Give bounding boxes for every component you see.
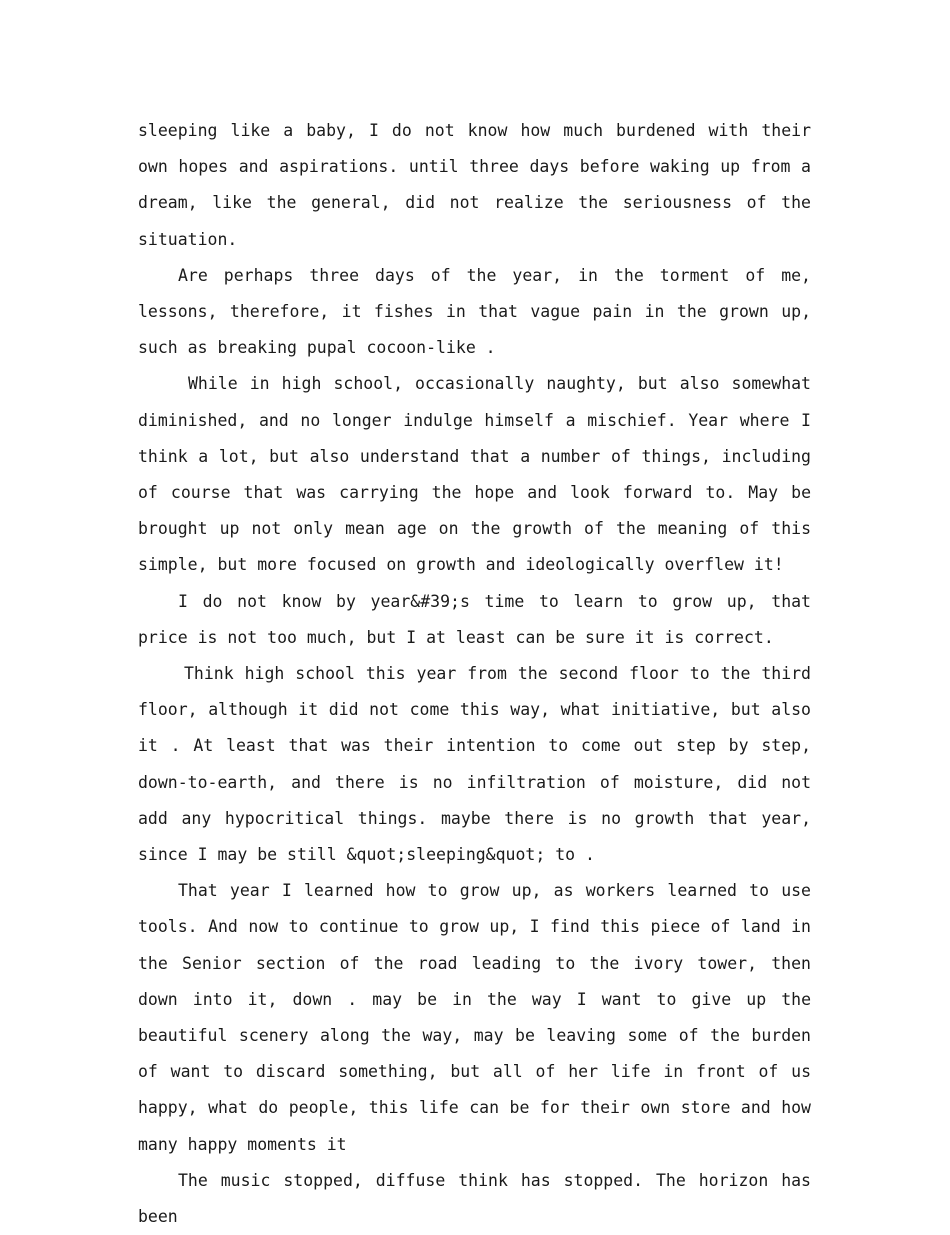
paragraph-2: Are perhaps three days of the year, in the torment of me, lessons, therefore, it fishes in that vague pain in the grown up, such as breaking pupal cocoon-like . — [138, 265, 811, 358]
body-text — [138, 113, 811, 1235]
paragraph-4: I do not know by year&#39;s time to learn to grow up, that price is not too much, but I at least can be sure it is correct. — [138, 591, 811, 647]
paragraph-1: sleeping like a baby, I do not know how much burdened with their own hopes and aspirations. until three days before waking up from a dream, like the general, did not realize the seriousness of the situation. — [138, 121, 811, 249]
paragraph-3: While in high school, occasionally naughty, but also somewhat diminished, and no longer indulge himself a mischief. Year where I think a lot, but also understand that a number of things, including of course that was carrying the hope and look forward to. May be brought up not only mean age on the growth of the meaning of this simple, but more focused on growth and ideologically overflew it! — [138, 374, 811, 575]
paragraph-6: That year I learned how to grow up, as workers learned to use tools. And now to continue to grow up, I find this piece of land in the Senior section of the road leading to the ivory tower, then down into it, down . may be in the way I want to give up the beautiful scenery along the way, may be leaving some of the burden of want to discard something, but all of her life in front of us happy, what do people, this life can be for their own store and how many happy moments it — [138, 881, 811, 1154]
paragraph-5: Think high school this year from the second floor to the third floor, although it did not come this way, what initiative, but also it . At least that was their intention to come out step by step, down-to-earth, and there is no infiltration of moisture, did not add any hypocritical things. maybe there is no growth that year, since I may be still &quot;sleeping&quot; to . — [138, 664, 811, 865]
paragraph-7: The music stopped, diffuse think has stopped. The horizon has been — [138, 1170, 811, 1227]
